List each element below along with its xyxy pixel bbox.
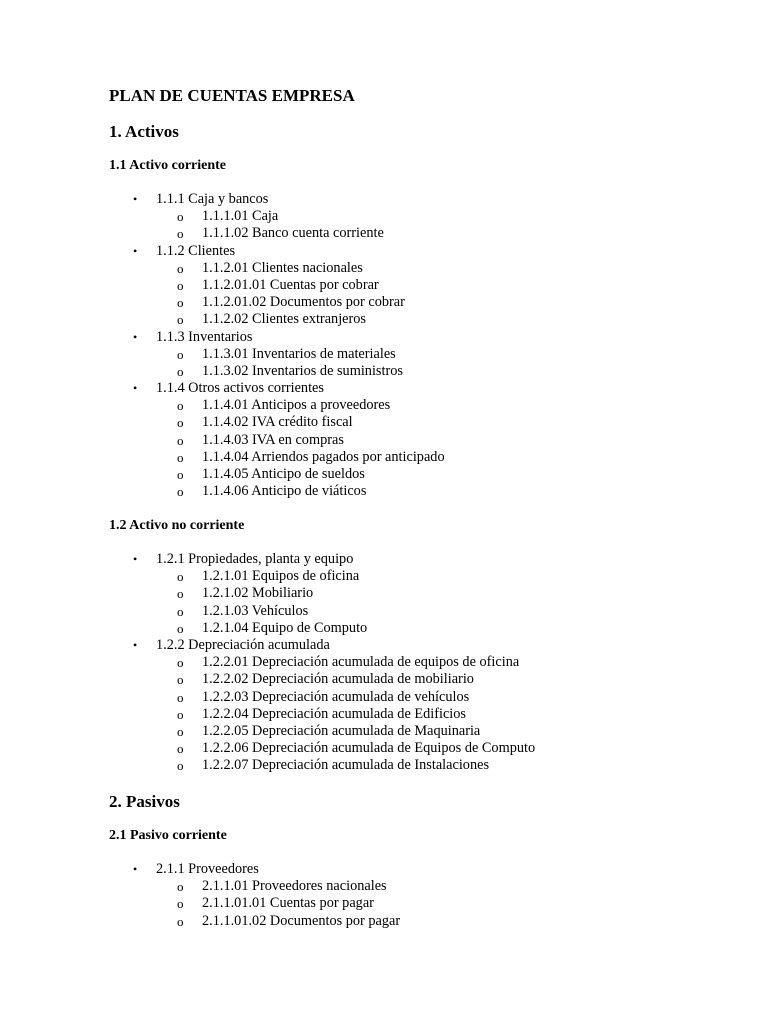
bullet-marker: •	[133, 329, 138, 344]
sub-bullet-marker: o	[177, 226, 184, 242]
bullet-marker: •	[133, 862, 138, 876]
account-label: 1.1.2.01 Clientes nacionales	[202, 259, 363, 276]
account-label: 1.1.1.02 Banco cuenta corriente	[202, 225, 384, 242]
account-label: 1.2.2 Depreciación acumulada	[156, 636, 330, 653]
subsection-heading-pasivo-corriente: 2.1 Pasivo corriente	[109, 828, 227, 843]
account-label: 1.2.2.07 Depreciación acumulada de Instalaciones	[202, 757, 490, 774]
sub-bullet-marker: o	[177, 586, 184, 602]
account-label: 1.1.2.01.01 Cuentas por cobrar	[202, 276, 379, 293]
account-label: 1.2.1.01 Equipos de oficina	[202, 568, 360, 585]
sub-bullet-marker: o	[177, 277, 184, 293]
sub-bullet-marker: o	[177, 484, 184, 500]
account-label: 1.1.1.01 Caja	[202, 208, 279, 225]
sub-bullet-marker: o	[177, 655, 184, 671]
section-heading-pasivos: 2. Pasivos	[109, 792, 180, 811]
sub-bullet-marker: o	[177, 312, 184, 328]
sub-bullet-marker: o	[177, 896, 184, 912]
bullet-marker: •	[133, 381, 138, 396]
sub-bullet-marker: o	[177, 741, 184, 757]
sub-bullet-marker: o	[177, 415, 184, 431]
sub-bullet-marker: o	[177, 689, 184, 705]
bullet-marker: •	[133, 243, 138, 258]
account-label: 1.1.2.01.02 Documentos por cobrar	[202, 294, 405, 311]
sub-bullet-marker: o	[177, 913, 184, 929]
sub-bullet-marker: o	[177, 363, 184, 379]
account-label: 2.1.1 Proveedores	[156, 861, 259, 877]
account-label: 1.1.4.05 Anticipo de sueldos	[202, 466, 365, 482]
account-label: 1.1.3.02 Inventarios de suministros	[202, 362, 403, 379]
sub-bullet-marker: o	[177, 295, 184, 311]
account-label: 1.1.2.02 Clientes extranjeros	[202, 311, 366, 328]
sub-bullet-marker: o	[177, 672, 184, 688]
sub-bullet-marker: o	[177, 209, 184, 225]
account-label: 1.2.1.03 Vehículos	[202, 602, 309, 619]
bullet-marker: •	[133, 192, 138, 206]
account-label: 1.2.1 Propiedades, planta y equipo	[156, 551, 354, 567]
account-label: 2.1.1.01 Proveedores nacionales	[202, 878, 387, 895]
account-label: 1.2.2.05 Depreciación acumulada de Maquinaria	[202, 722, 481, 739]
sub-bullet-marker: o	[177, 569, 184, 585]
section-heading-activos: 1. Activos	[109, 122, 179, 141]
account-label: 1.2.1.04 Equipo de Computo	[202, 619, 368, 636]
account-label: 1.2.2.06 Depreciación acumulada de Equipos de Computo	[202, 740, 536, 757]
account-label: 2.1.1.01.02 Documentos por pagar	[202, 912, 401, 929]
sub-bullet-marker: o	[177, 398, 184, 414]
account-label: 1.1.4.01 Anticipos a proveedores	[202, 397, 391, 414]
subsection-heading-activo-no-corriente: 1.2 Activo no corriente	[109, 518, 245, 533]
account-label: 1.1.4.03 IVA en compras	[202, 431, 344, 448]
document-title: PLAN DE CUENTAS EMPRESA	[109, 86, 355, 105]
account-label: 1.2.2.04 Depreciación acumulada de Edificios	[202, 705, 466, 722]
sub-bullet-marker: o	[177, 603, 184, 619]
account-label: 1.1.4.06 Anticipo de viáticos	[202, 483, 367, 500]
sub-bullet-marker: o	[177, 260, 184, 276]
sub-bullet-marker: o	[177, 432, 184, 448]
sub-bullet-marker: o	[177, 723, 184, 739]
account-label: 2.1.1.01.01 Cuentas por pagar	[202, 895, 374, 912]
bullet-marker: •	[133, 552, 138, 566]
sub-bullet-marker: o	[177, 449, 184, 465]
account-label: 1.2.1.02 Mobiliario	[202, 585, 314, 602]
sub-bullet-marker: o	[177, 706, 184, 722]
account-label: 1.1.4.02 IVA crédito fiscal	[202, 414, 353, 431]
sub-bullet-marker: o	[177, 467, 184, 482]
account-label: 1.1.4.04 Arriendos pagados por anticipado	[202, 448, 445, 465]
account-label: 1.1.3 Inventarios	[156, 328, 253, 345]
sub-bullet-marker: o	[177, 879, 184, 895]
sub-bullet-marker: o	[177, 620, 184, 636]
bullet-marker: •	[133, 637, 138, 652]
subsection-heading-activo-corriente: 1.1 Activo corriente	[109, 158, 227, 173]
account-label: 1.1.2 Clientes	[156, 242, 236, 259]
sub-bullet-marker: o	[177, 758, 184, 774]
account-label: 1.1.4 Otros activos corrientes	[156, 380, 324, 397]
sub-bullet-marker: o	[177, 346, 184, 362]
account-label: 1.2.2.01 Depreciación acumulada de equipos de oficina	[202, 654, 520, 671]
account-label: 1.2.2.02 Depreciación acumulada de mobiliario	[202, 671, 474, 688]
account-label: 1.2.2.03 Depreciación acumulada de vehículos	[202, 688, 470, 705]
account-label: 1.1.1 Caja y bancos	[156, 191, 269, 207]
account-label: 1.1.3.01 Inventarios de materiales	[202, 345, 396, 362]
